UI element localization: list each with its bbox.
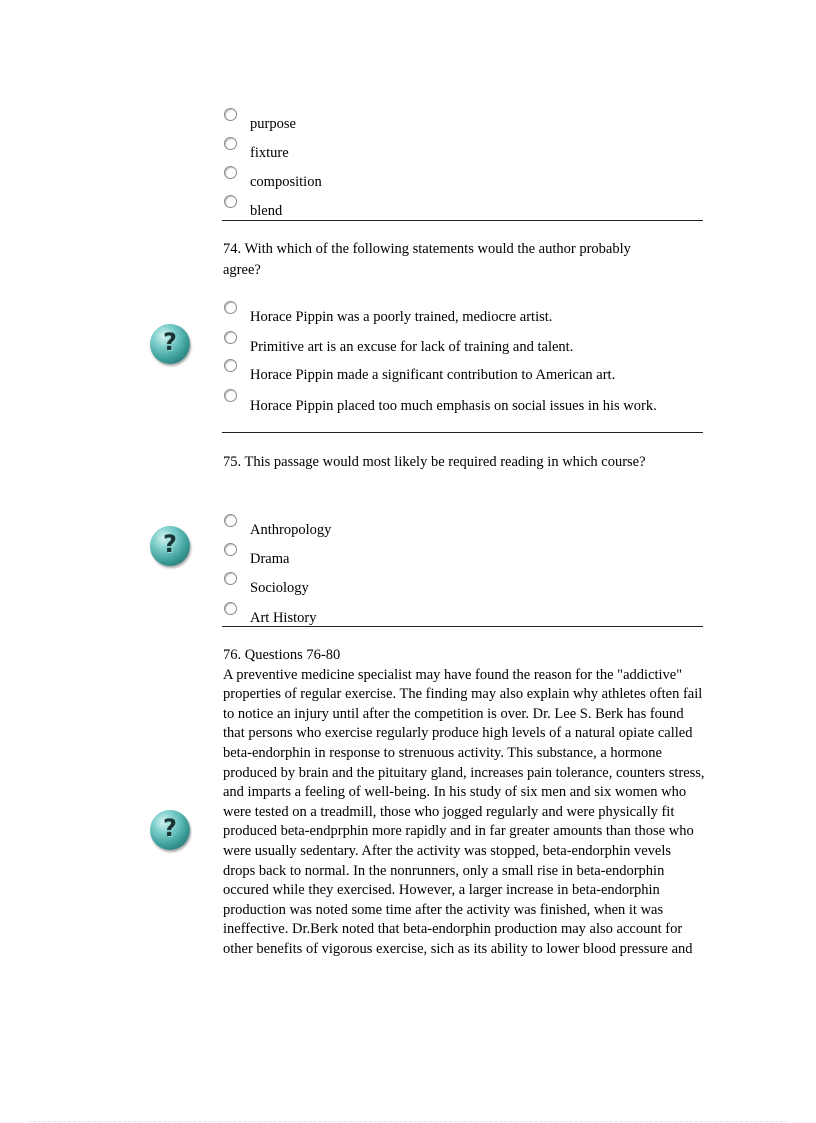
radio-button[interactable] [224,301,237,314]
question-mark-icon: ? [163,530,177,558]
question-mark-icon: ? [163,814,177,842]
q73-option-3[interactable] [223,166,703,194]
option-label: blend [250,203,283,219]
option-label: Primitive art is an excuse for lack of training and talent. [250,339,574,355]
radio-button[interactable] [224,331,237,344]
q76-passage-block [223,646,705,960]
radio-button[interactable] [224,166,237,179]
help-icon[interactable] [150,526,190,566]
radio-button[interactable] [224,137,237,150]
q73-option-4[interactable] [223,195,703,223]
question-divider [222,432,703,433]
option-label: Drama [250,551,290,567]
question-divider [222,220,703,221]
option-label: Sociology [250,580,309,596]
q76-header: 76. Questions 76-80 [223,647,341,663]
radio-button[interactable] [224,514,237,527]
option-label: Anthropology [250,522,332,538]
option-label: purpose [250,116,296,132]
help-icon[interactable] [150,810,190,850]
option-label: composition [250,174,322,190]
question-divider [222,626,703,627]
option-label: Art History [250,610,317,626]
radio-button[interactable] [224,602,237,615]
radio-button[interactable] [224,108,237,121]
radio-button[interactable] [224,572,237,585]
q74-question-text: 74. With which of the following statements would the author probably agree? [223,241,631,278]
q75-option-2[interactable] [223,543,703,571]
help-icon[interactable] [150,324,190,364]
option-label: Horace Pippin was a poorly trained, mediocre artist. [250,309,553,325]
q74-option-4[interactable] [223,389,703,433]
q75-option-3[interactable] [223,572,703,600]
radio-button[interactable] [224,195,237,208]
page-bottom-rule [28,1121,788,1122]
question-mark-icon: ? [163,328,177,356]
option-label: fixture [250,145,289,161]
radio-button[interactable] [224,543,237,556]
q74-option-1[interactable] [223,301,703,329]
q76-passage-text: A preventive medicine specialist may have found the reason for the "addictive" properties of regular exercise. The finding may also explain why athletes often fail to notice an injury until after the competition is over. Dr. Lee S. Berk has found that persons who exercise regularly produce high levels of a natural opiate called beta-endorphin in response to strenuous activity. This substance, a hormone produced by brain and the pituitary gland, increases pain tolerance, counters stress, and imparts a feeling of well-being. In his study of six men and six women who were tested on a treadmill, those who jogged regularly and were physically fit produced beta-endprphin more rapidly and in far greater amounts than those who were usually sedentary. After the activity was stopped, beta-endorphin vevels drops back to normal. In the nonrunners, only a small rise in beta-endorphin occured while they exercised. However, a larger increase in beta-endorphin production was noted some time after the activity was finished, when it was ineffective. Dr.Berk noted that beta-endorphin production may also account for other benefits of vigorous exercise, sich as its ability to lower blood pressure and [223,666,705,957]
q75-option-1[interactable] [223,514,703,542]
q75-question-text: 75. This passage would most likely be required reading in which course? [223,454,646,470]
q73-option-2[interactable] [223,137,703,165]
option-label: Horace Pippin placed too much emphasis on social issues in his work. [250,398,657,414]
q73-option-1[interactable] [223,108,703,136]
radio-button[interactable] [224,359,237,372]
q74-option-2[interactable] [223,331,703,359]
q74-option-3[interactable] [223,359,703,387]
option-label: Horace Pippin made a significant contribution to American art. [250,367,616,383]
